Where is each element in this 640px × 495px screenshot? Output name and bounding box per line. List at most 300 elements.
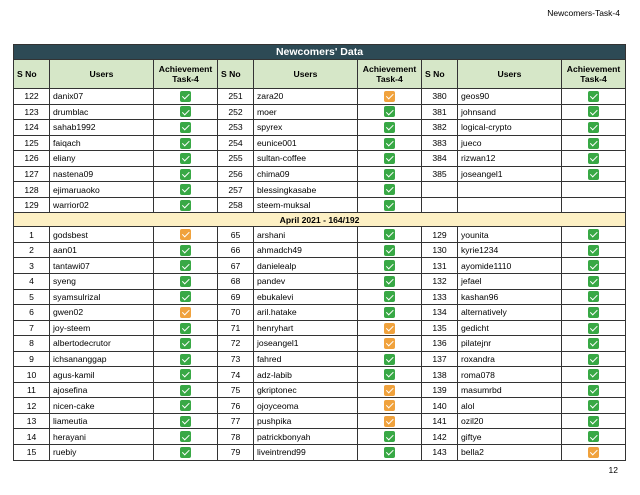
serial-number: 65: [218, 227, 254, 243]
serial-number: 8: [14, 336, 50, 352]
serial-number: 129: [422, 227, 458, 243]
achievement-cell: [562, 227, 626, 243]
green-checkbox-icon: [180, 447, 191, 458]
serial-number: 123: [14, 104, 50, 120]
achievement-cell: [154, 104, 218, 120]
green-checkbox-icon: [384, 447, 395, 458]
green-checkbox-icon: [180, 200, 191, 211]
serial-number: 253: [218, 120, 254, 136]
serial-number: 76: [218, 398, 254, 414]
table-row: [14, 429, 626, 445]
page-header: Newcomers-Task-4: [547, 8, 620, 18]
achievement-cell: [562, 445, 626, 461]
serial-number: 68: [218, 274, 254, 290]
green-checkbox-icon: [588, 229, 599, 240]
username: godsbest: [50, 227, 154, 243]
achievement-cell: [562, 135, 626, 151]
achievement-cell: [562, 89, 626, 105]
serial-number: 5: [14, 289, 50, 305]
achievement-cell: [154, 166, 218, 182]
username: patrickbonyah: [254, 429, 358, 445]
serial-number: 2: [14, 242, 50, 258]
username: jueco: [458, 135, 562, 151]
green-checkbox-icon: [588, 400, 599, 411]
serial-number: 255: [218, 151, 254, 167]
column-header-row: [14, 60, 626, 89]
username: nicen-cake: [50, 398, 154, 414]
achievement-cell: [562, 197, 626, 213]
username: chima09: [254, 166, 358, 182]
username: ajosefina: [50, 382, 154, 398]
header-users: Users: [458, 60, 562, 89]
username: faiqach: [50, 135, 154, 151]
header-sno: S No: [14, 60, 50, 89]
achievement-cell: [154, 382, 218, 398]
serial-number: 252: [218, 104, 254, 120]
orange-checkbox-icon: [384, 400, 395, 411]
serial-number: 127: [14, 166, 50, 182]
green-checkbox-icon: [588, 416, 599, 427]
achievement-cell: [358, 135, 422, 151]
username: steem-muksal: [254, 197, 358, 213]
green-checkbox-icon: [384, 169, 395, 180]
orange-checkbox-icon: [384, 91, 395, 102]
serial-number: 136: [422, 336, 458, 352]
green-checkbox-icon: [588, 245, 599, 256]
orange-checkbox-icon: [384, 416, 395, 427]
achievement-cell: [154, 258, 218, 274]
username: ahmadch49: [254, 242, 358, 258]
serial-number: 137: [422, 351, 458, 367]
achievement-cell: [358, 367, 422, 383]
table-row: [14, 120, 626, 136]
serial-number: 142: [422, 429, 458, 445]
username: joseangel1: [254, 336, 358, 352]
serial-number: 74: [218, 367, 254, 383]
achievement-cell: [154, 413, 218, 429]
username: roxandra: [458, 351, 562, 367]
green-checkbox-icon: [384, 229, 395, 240]
section-row: [14, 213, 626, 227]
achievement-cell: [562, 242, 626, 258]
green-checkbox-icon: [588, 153, 599, 164]
username: syamsulrizal: [50, 289, 154, 305]
username: ebukalevi: [254, 289, 358, 305]
green-checkbox-icon: [588, 323, 599, 334]
table-row: [14, 104, 626, 120]
serial-number: 131: [422, 258, 458, 274]
username: blessingkasabe: [254, 182, 358, 198]
achievement-cell: [358, 197, 422, 213]
username: danielealp: [254, 258, 358, 274]
table-row: [14, 305, 626, 321]
achievement-cell: [358, 151, 422, 167]
username: ojoyceoma: [254, 398, 358, 414]
achievement-cell: [154, 305, 218, 321]
achievement-cell: [154, 429, 218, 445]
username: giftye: [458, 429, 562, 445]
green-checkbox-icon: [588, 260, 599, 271]
achievement-cell: [562, 320, 626, 336]
username: pushpika: [254, 413, 358, 429]
username: alternatively: [458, 305, 562, 321]
green-checkbox-icon: [180, 323, 191, 334]
achievement-cell: [154, 351, 218, 367]
green-checkbox-icon: [180, 431, 191, 442]
username: zara20: [254, 89, 358, 105]
table-row: [14, 151, 626, 167]
username: joseangel1: [458, 166, 562, 182]
green-checkbox-icon: [384, 260, 395, 271]
green-checkbox-icon: [588, 291, 599, 302]
achievement-cell: [154, 120, 218, 136]
username: liameutia: [50, 413, 154, 429]
username: rizwan12: [458, 151, 562, 167]
serial-number: 141: [422, 413, 458, 429]
serial-number: 383: [422, 135, 458, 151]
username: henryhart: [254, 320, 358, 336]
green-checkbox-icon: [384, 122, 395, 133]
header-achievement: Achievement Task-4: [154, 60, 218, 89]
achievement-cell: [358, 413, 422, 429]
page-number: 12: [608, 465, 618, 475]
achievement-cell: [562, 398, 626, 414]
table-row: [14, 413, 626, 429]
green-checkbox-icon: [180, 385, 191, 396]
green-checkbox-icon: [180, 291, 191, 302]
green-checkbox-icon: [384, 106, 395, 117]
username: nastena09: [50, 166, 154, 182]
username: pandev: [254, 274, 358, 290]
orange-checkbox-icon: [384, 338, 395, 349]
achievement-cell: [154, 274, 218, 290]
serial-number: 6: [14, 305, 50, 321]
serial-number: 69: [218, 289, 254, 305]
serial-number: 139: [422, 382, 458, 398]
table-row: [14, 336, 626, 352]
achievement-cell: [358, 445, 422, 461]
table-row: [14, 242, 626, 258]
green-checkbox-icon: [588, 307, 599, 318]
table-row: [14, 182, 626, 198]
achievement-cell: [562, 305, 626, 321]
green-checkbox-icon: [588, 431, 599, 442]
table-row: [14, 197, 626, 213]
serial-number: 75: [218, 382, 254, 398]
achievement-cell: [154, 367, 218, 383]
username: kashan96: [458, 289, 562, 305]
serial-number: 10: [14, 367, 50, 383]
achievement-cell: [562, 182, 626, 198]
serial-number: 13: [14, 413, 50, 429]
green-checkbox-icon: [384, 431, 395, 442]
username: arshani: [254, 227, 358, 243]
achievement-cell: [358, 242, 422, 258]
serial-number: 133: [422, 289, 458, 305]
serial-number: 385: [422, 166, 458, 182]
serial-number: 257: [218, 182, 254, 198]
username: younita: [458, 227, 562, 243]
username: sahab1992: [50, 120, 154, 136]
username: liveintrend99: [254, 445, 358, 461]
green-checkbox-icon: [588, 354, 599, 365]
serial-number: 66: [218, 242, 254, 258]
serial-number: 3: [14, 258, 50, 274]
table-title-row: [14, 45, 626, 60]
achievement-cell: [154, 182, 218, 198]
serial-number: [422, 182, 458, 198]
username: gkriptonec: [254, 382, 358, 398]
green-checkbox-icon: [180, 416, 191, 427]
green-checkbox-icon: [588, 385, 599, 396]
green-checkbox-icon: [180, 245, 191, 256]
username: ichsananggap: [50, 351, 154, 367]
header-achievement: Achievement Task-4: [562, 60, 626, 89]
achievement-cell: [154, 445, 218, 461]
green-checkbox-icon: [384, 184, 395, 195]
green-checkbox-icon: [588, 338, 599, 349]
green-checkbox-icon: [384, 276, 395, 287]
username: geos90: [458, 89, 562, 105]
serial-number: 251: [218, 89, 254, 105]
serial-number: 70: [218, 305, 254, 321]
achievement-cell: [562, 413, 626, 429]
table-row: [14, 227, 626, 243]
orange-checkbox-icon: [588, 447, 599, 458]
green-checkbox-icon: [384, 153, 395, 164]
achievement-cell: [154, 336, 218, 352]
achievement-cell: [562, 289, 626, 305]
green-checkbox-icon: [588, 369, 599, 380]
achievement-cell: [154, 398, 218, 414]
serial-number: 7: [14, 320, 50, 336]
username: masumrbd: [458, 382, 562, 398]
header-users: Users: [50, 60, 154, 89]
achievement-cell: [358, 89, 422, 105]
username: ruebiy: [50, 445, 154, 461]
achievement-cell: [358, 398, 422, 414]
table-row: [14, 351, 626, 367]
username: [458, 197, 562, 213]
username: herayani: [50, 429, 154, 445]
header-sno: S No: [218, 60, 254, 89]
achievement-cell: [154, 242, 218, 258]
table-row: [14, 166, 626, 182]
header-sno: S No: [422, 60, 458, 89]
username: syeng: [50, 274, 154, 290]
serial-number: 140: [422, 398, 458, 414]
green-checkbox-icon: [384, 307, 395, 318]
green-checkbox-icon: [384, 354, 395, 365]
achievement-cell: [358, 258, 422, 274]
serial-number: 125: [14, 135, 50, 151]
username: gwen02: [50, 305, 154, 321]
green-checkbox-icon: [588, 276, 599, 287]
username: albertodecrutor: [50, 336, 154, 352]
achievement-cell: [358, 274, 422, 290]
achievement-cell: [358, 182, 422, 198]
achievement-cell: [562, 120, 626, 136]
achievement-cell: [154, 289, 218, 305]
serial-number: 258: [218, 197, 254, 213]
serial-number: 67: [218, 258, 254, 274]
serial-number: 78: [218, 429, 254, 445]
orange-checkbox-icon: [384, 385, 395, 396]
username: kyrie1234: [458, 242, 562, 258]
achievement-cell: [154, 227, 218, 243]
green-checkbox-icon: [588, 91, 599, 102]
username: pilatejnr: [458, 336, 562, 352]
username: danix07: [50, 89, 154, 105]
achievement-cell: [562, 429, 626, 445]
achievement-cell: [154, 135, 218, 151]
achievement-cell: [358, 166, 422, 182]
achievement-cell: [358, 227, 422, 243]
username: warrior02: [50, 197, 154, 213]
serial-number: 71: [218, 320, 254, 336]
serial-number: 256: [218, 166, 254, 182]
username: ozil20: [458, 413, 562, 429]
green-checkbox-icon: [180, 260, 191, 271]
username: johnsand: [458, 104, 562, 120]
section-label: April 2021 - 164/192: [14, 213, 626, 227]
achievement-cell: [358, 120, 422, 136]
green-checkbox-icon: [180, 91, 191, 102]
serial-number: 11: [14, 382, 50, 398]
achievement-cell: [562, 151, 626, 167]
serial-number: 126: [14, 151, 50, 167]
username: fahred: [254, 351, 358, 367]
username: aril.hatake: [254, 305, 358, 321]
header-users: Users: [254, 60, 358, 89]
serial-number: 1: [14, 227, 50, 243]
username: bella2: [458, 445, 562, 461]
username: joy-steem: [50, 320, 154, 336]
green-checkbox-icon: [180, 400, 191, 411]
table-row: [14, 398, 626, 414]
serial-number: 72: [218, 336, 254, 352]
table-row: [14, 274, 626, 290]
green-checkbox-icon: [588, 122, 599, 133]
serial-number: 79: [218, 445, 254, 461]
achievement-cell: [358, 289, 422, 305]
green-checkbox-icon: [180, 276, 191, 287]
username: logical-crypto: [458, 120, 562, 136]
table-row: [14, 367, 626, 383]
achievement-cell: [358, 429, 422, 445]
username: aan01: [50, 242, 154, 258]
green-checkbox-icon: [588, 106, 599, 117]
table-row: [14, 320, 626, 336]
serial-number: 134: [422, 305, 458, 321]
username: spyrex: [254, 120, 358, 136]
achievement-cell: [154, 151, 218, 167]
table-title: Newcomers' Data: [14, 45, 626, 60]
achievement-cell: [562, 351, 626, 367]
serial-number: 129: [14, 197, 50, 213]
serial-number: 4: [14, 274, 50, 290]
serial-number: 15: [14, 445, 50, 461]
green-checkbox-icon: [180, 106, 191, 117]
green-checkbox-icon: [180, 369, 191, 380]
serial-number: 128: [14, 182, 50, 198]
serial-number: 132: [422, 274, 458, 290]
serial-number: 380: [422, 89, 458, 105]
achievement-cell: [358, 305, 422, 321]
green-checkbox-icon: [180, 354, 191, 365]
achievement-cell: [358, 382, 422, 398]
green-checkbox-icon: [384, 369, 395, 380]
newcomers-table: [13, 44, 626, 461]
table-row: [14, 135, 626, 151]
serial-number: 124: [14, 120, 50, 136]
serial-number: 122: [14, 89, 50, 105]
username: adz-labib: [254, 367, 358, 383]
header-achievement: Achievement Task-4: [358, 60, 422, 89]
achievement-cell: [358, 336, 422, 352]
serial-number: 9: [14, 351, 50, 367]
serial-number: 135: [422, 320, 458, 336]
green-checkbox-icon: [180, 338, 191, 349]
achievement-cell: [562, 382, 626, 398]
orange-checkbox-icon: [384, 323, 395, 334]
username: agus-kamil: [50, 367, 154, 383]
green-checkbox-icon: [384, 291, 395, 302]
green-checkbox-icon: [180, 184, 191, 195]
username: [458, 182, 562, 198]
serial-number: 12: [14, 398, 50, 414]
achievement-cell: [562, 336, 626, 352]
green-checkbox-icon: [180, 153, 191, 164]
achievement-cell: [154, 320, 218, 336]
username: alol: [458, 398, 562, 414]
green-checkbox-icon: [180, 138, 191, 149]
table-row: [14, 289, 626, 305]
achievement-cell: [154, 197, 218, 213]
serial-number: 382: [422, 120, 458, 136]
serial-number: 77: [218, 413, 254, 429]
username: roma078: [458, 367, 562, 383]
serial-number: 138: [422, 367, 458, 383]
serial-number: 14: [14, 429, 50, 445]
orange-checkbox-icon: [180, 229, 191, 240]
green-checkbox-icon: [384, 138, 395, 149]
achievement-cell: [562, 166, 626, 182]
achievement-cell: [562, 367, 626, 383]
achievement-cell: [562, 104, 626, 120]
serial-number: 143: [422, 445, 458, 461]
serial-number: 384: [422, 151, 458, 167]
username: sultan-coffee: [254, 151, 358, 167]
orange-checkbox-icon: [180, 307, 191, 318]
serial-number: 73: [218, 351, 254, 367]
username: tantawi07: [50, 258, 154, 274]
green-checkbox-icon: [588, 138, 599, 149]
achievement-cell: [562, 274, 626, 290]
username: moer: [254, 104, 358, 120]
username: jefael: [458, 274, 562, 290]
green-checkbox-icon: [180, 169, 191, 180]
achievement-cell: [358, 320, 422, 336]
green-checkbox-icon: [588, 169, 599, 180]
serial-number: 254: [218, 135, 254, 151]
username: drumblac: [50, 104, 154, 120]
achievement-cell: [562, 258, 626, 274]
username: eliany: [50, 151, 154, 167]
username: ayomide1110: [458, 258, 562, 274]
table-row: [14, 382, 626, 398]
serial-number: [422, 197, 458, 213]
